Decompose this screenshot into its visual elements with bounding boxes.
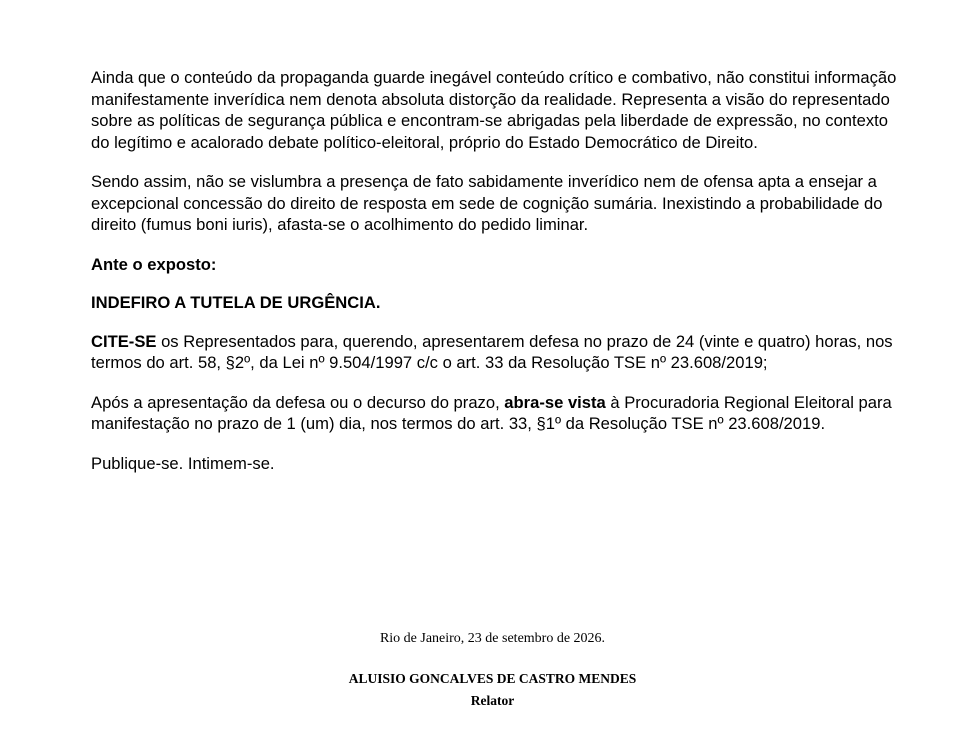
cite-se-emphasis: CITE-SE [91,331,157,351]
paragraph-citation [91,331,901,374]
vista-text-end: à Procuradoria Regional Eleitoral para manifestação no prazo de 1 (um) dia, nos termos do art. 33, §1º da Resolução TSE nº 23.608/2019. [91,392,892,433]
vista-text-start: Após a apresentação da defesa ou o decurso do prazo, [91,392,505,412]
paragraph-publique-se: Publique-se. Intimem-se. [91,453,275,473]
paragraph-conclusion: Sendo assim, não se vislumbra a presença de fato sabidamente inverídico nem de ofensa apta a ensejar a excepcional concessão do direito de resposta em sede de cognição sumária. Inexistindo a probabilidade do direito (fumus boni iuris), afasta-se o acolhimento do pedido liminar. [91,172,883,234]
abra-se-vista-emphasis: abra-se vista [504,392,606,412]
signer-role: Relator [470,693,515,708]
citation-text: os Representados para, querendo, apresentarem defesa no prazo de 24 (vinte e quatro) horas, nos termos do art. 58, §2º, da Lei nº 9.504/1997 c/c o art. 33 da Resolução TSE nº 23.608/2019; [91,331,893,372]
paragraph-vista [91,392,901,435]
paragraph-propaganda-analysis: Ainda que o conteúdo da propaganda guarde inegável conteúdo crítico e combativo, não constitui informação manifestamente inverídica nem denota absoluta distorção da realidade. Representa a visão do representado sobre as políticas de segurança pública e encontram-se abrigadas pela liberdade de expressão, no contexto do legítimo e acalorado debate político-eleitoral, próprio do Estado Democrático de Direito. [91,68,897,152]
place-date: Rio de Janeiro, 23 de setembro de 2026. [379,631,606,646]
document-body [91,67,901,491]
paragraph-ante-o-exposto: Ante o exposto: [91,254,217,274]
signer-name: ALUISIO GONCALVES DE CASTRO MENDES [348,671,637,686]
paragraph-decision: INDEFIRO A TUTELA DE URGÊNCIA. [91,293,381,312]
